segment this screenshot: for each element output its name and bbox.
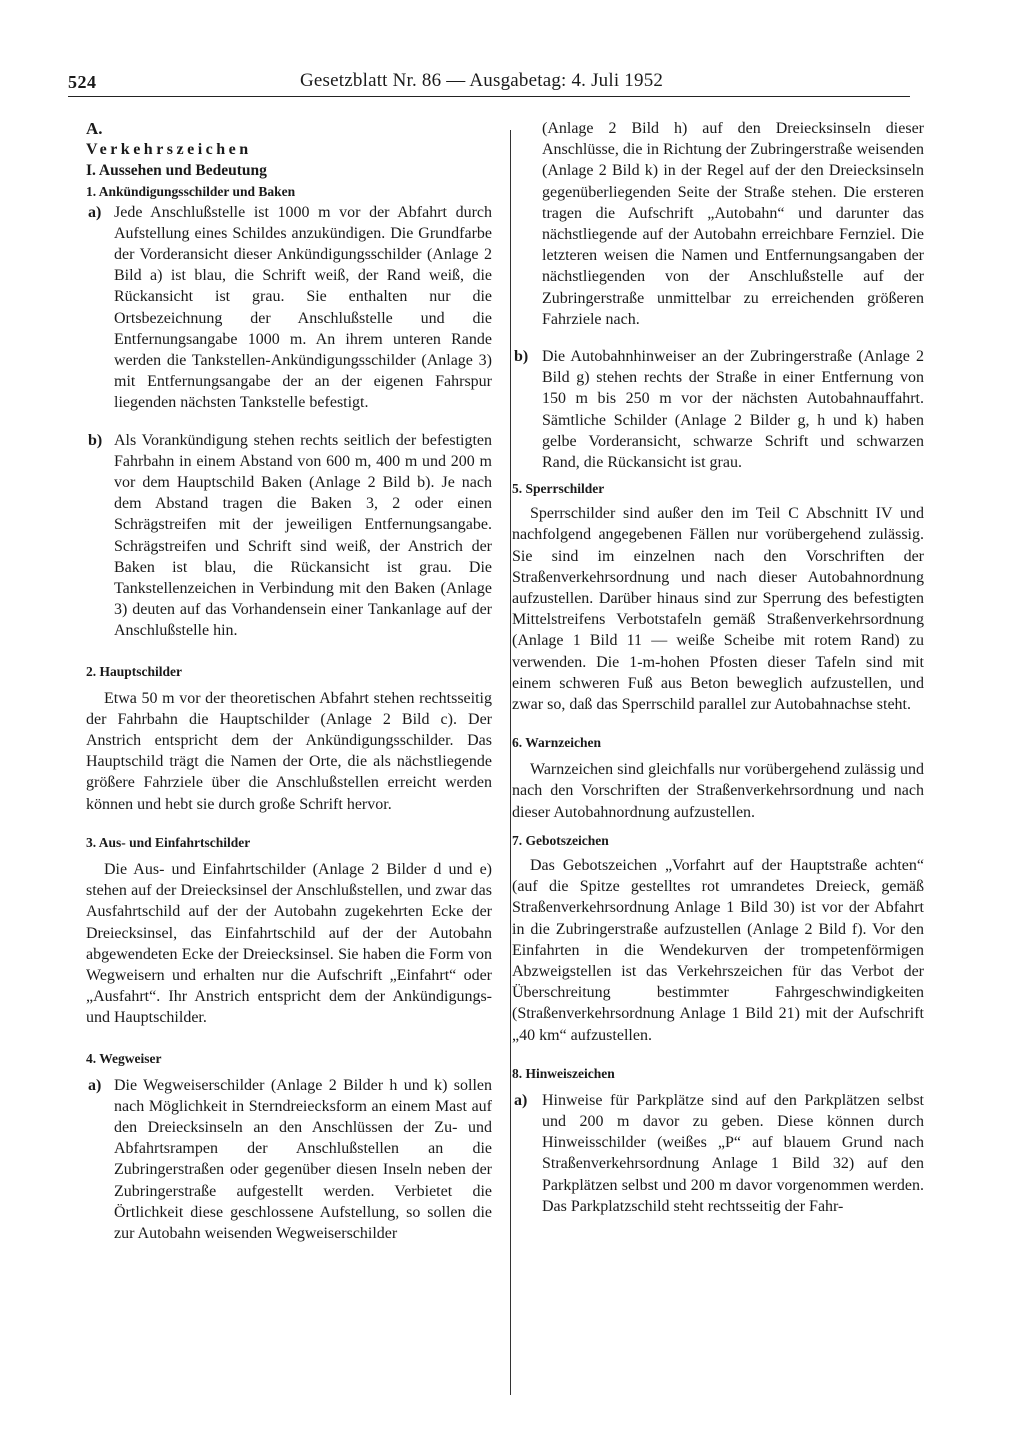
right-column <box>512 118 924 1217</box>
gazette-header-title: Gesetzblatt Nr. 86 — Ausgabetag: 4. Juli 1952 <box>300 70 664 91</box>
subsection-4-item-b <box>512 346 924 473</box>
column-divider <box>510 130 511 1395</box>
item-marker: a) <box>88 203 102 221</box>
paragraph: Die Wegweiserschilder (Anlage 2 Bilder h und k) sollen nach Möglichkeit in Sterndreiecksform an einem Mast auf den Dreiecksinseln an den Anschlüssen der Zu- und Abfahrtsrampen der Anschlußstellen an die Zubringerstraßen oder gegenüber diesen Inseln neben der Zubringerstraße aufgestellt werden. Verbietet die Örtlichkeit diese geschlossene Aufstellung, so sollen die zur Autobahn weisenden Wegweiserschilder <box>114 1076 492 1242</box>
paragraph: Etwa 50 m vor der theoretischen Abfahrt stehen rechtsseitig der Fahrbahn die Hauptschilder (Anlage 2 Bild c). Der Anstrich entspricht dem der Ankündigungsschilder. Das Hauptschild trägt die Namen der Orte, die als nächstliegende größere Fahrziele über die Anschlußstellen erreicht werden können und hebt sie durch große Schrift hervor. <box>86 689 492 813</box>
subsection-4-heading: 4. Wegweiser <box>86 1050 162 1066</box>
subsection-1-item-a <box>86 202 492 414</box>
subsection-6-heading: 6. Warnzeichen <box>512 735 601 751</box>
page-number: 524 <box>68 72 97 92</box>
subsection-2-heading: 2. Hauptschilder <box>86 663 183 679</box>
subsection-8-heading: 8. Hinweiszeichen <box>512 1065 615 1081</box>
item-marker: b) <box>88 431 103 449</box>
subsection-1-item-b <box>86 430 492 642</box>
subsection-3-heading: 3. Aus- und Einfahrtschilder <box>86 834 251 850</box>
item-marker: a) <box>88 1076 102 1094</box>
paragraph: Als Vorankündigung stehen rechts seitlich der befestigten Fahrbahn in einem Abstand von 600 m, 400 m und 200 m vor dem Hauptschild Baken (Anlage 2 Bild b). Je nach dem Abstand tragen die Baken 3, 2 oder einen Schrägstreifen mit der jeweiligen Entfernungsangabe. Schrägstreifen und Schrift sind weiß, der Anstrich der Baken ist blau, die Rückansicht ist grau. Die Tankstellenzeichen in Verbindung mit den Baken (Anlage 3) deuten auf das Vorhandensein einer Tankanlage auf der Anschlußstelle hin. <box>114 431 492 640</box>
subsection-1-heading: 1. Ankündigungsschilder und Baken <box>86 183 296 199</box>
paragraph: Jede Anschlußstelle ist 1000 m vor der Abfahrt durch Aufstellung eines Schildes anzukündigen. Die Grundfarbe der Vorderansicht dieser Ankündigungsschilder (Anlage 2 Bild a) ist blau, die Schrift weiß, der Rand weiß, die Rückansicht ist grau. Sie enthalten nur die Ortsbezeichnung der Anschlußstelle und die Entfernungsangabe 1000 m. An ihrem unteren Rande werden die Tankstellen-Ankündigungsschilder (Anlage 3) mit Entfernungsangabe der an der eigenen Fahrspur liegenden nächsten Tankstelle befestigt. <box>114 203 492 412</box>
paragraph: Hinweise für Parkplätze sind auf den Parkplätzen selbst und 200 m davor zu geben. Diese können durch Hinweisschilder (weißes „P“ auf blauem Grund nach Straßenverkehrsordnung Anlage 1 Bild 32) auf den Parkplätzen selbst und 200 m davor vorgenommen werden. Das Parkplatzschild steht rechtsseitig der Fahr- <box>542 1091 924 1215</box>
section-title: Verkehrszeichen <box>86 141 252 159</box>
section-letter: A. <box>86 119 103 138</box>
subsection-5-heading: 5. Sperrschilder <box>512 481 605 497</box>
continued-paragraph: (Anlage 2 Bild h) auf den Dreiecksinseln dieser Anschlüsse, die in Richtung der Zubringerstraße weisenden (Anlage 2 Bild k) in der Regel auf der den Dreiecksinseln gegenüberliegenden Seite der Straße stehen. Die ersteren tragen die Aufschrift „Autobahn“ und darunter das nächstliegende auf der Autobahn erreichbare Fernziel. Die letzteren weisen die Namen und Entfernungsangaben der nächstliegenden von der Anschlußstelle auf der Zubringerstraße unmittelbar zu erreichenden größeren Fahrziele nach. <box>542 120 924 328</box>
subsection-8-item-a <box>512 1090 924 1217</box>
main-heading: I. Aussehen und Bedeutung <box>86 162 267 180</box>
item-marker: b) <box>514 348 529 366</box>
subsection-7-heading: 7. Gebotszeichen <box>512 832 609 848</box>
left-column <box>86 118 492 1244</box>
paragraph: Warnzeichen sind gleichfalls nur vorübergehend zulässig und nach den Vorschriften der Straßenverkehrsordnung und nach dieser Autobahnordnung aufzustellen. <box>512 761 924 821</box>
subsection-4-item-a <box>86 1075 492 1245</box>
paragraph: Die Autobahnhinweiser an der Zubringerstraße (Anlage 2 Bild g) stehen rechts der Straße in einer Entfernung von 150 m bis 250 m vor der nächsten Autobahnauffahrt. Sämtliche Schilder (Anlage 2 Bilder g, h und k) haben gelbe Vorderansicht, schwarze Schrift und schwarzen Rand, die Rückansicht ist grau. <box>542 348 924 472</box>
paragraph: Das Gebotszeichen „Vorfahrt auf der Hauptstraße achten“ (auf die Spitze gestelltes rot umrandetes Dreieck, gemäß Straßenverkehrsordnung Anlage 1 Bild 30) ist vor der Abfahrt in die Zubringerstraße aufzustellen (Anlage 2 Bild f). Vor den Einfahrten in die Wendekurven der trompetenförmigen Abzweigstellen ist das Verkehrszeichen für das Verbot der Überschreitung bestimmter Fahrgeschwindigkeiten (Straßenverkehrsordnung Anlage 1 Bild 21) mit der Aufschrift „40 km“ aufzustellen. <box>512 856 924 1044</box>
paragraph: Sperrschilder sind außer den im Teil C Abschnitt IV und nachfolgend angegebenen Fällen nur vorübergehend zulässig. Sie sind im einzelnen nach den Vorschriften der Straßenverkehrsordnung und nach dieser Autobahnordnung aufzustellen. Darüber hinaus sind zur Sperrung des befestigten Mittelstreifens Verbotstafeln gemäß Straßenverkehrsordnung (Anlage 1 Bild 11 — weiße Scheibe mit rotem Rand) zu verwenden. Die 1-m-hohen Pfosten dieser Tafeln sind mit einem schweren Fuß aus Beton beweglich aufzustellen, und zwar so, daß das Sperrschild parallel zur Autobahnachse steht. <box>512 505 924 714</box>
paragraph: Die Aus- und Einfahrtschilder (Anlage 2 Bilder d und e) stehen auf der Dreiecksinsel der Anschlußstellen, und zwar das Ausfahrtschild auf der der Autobahn zugekehrten Ecke der Dreiecksinsel, das Einfahrtschild auf der der Autobahn abgewendeten Ecke der Dreiecksinsel. Sie haben die Form von Wegweisern und erhalten nur die Aufschrift „Einfahrt“ oder „Ausfahrt“. Ihr Anstrich entspricht dem der Ankündigungs- und Hauptschilder. <box>86 860 492 1027</box>
page-header <box>68 72 910 97</box>
item-marker: a) <box>514 1091 528 1109</box>
